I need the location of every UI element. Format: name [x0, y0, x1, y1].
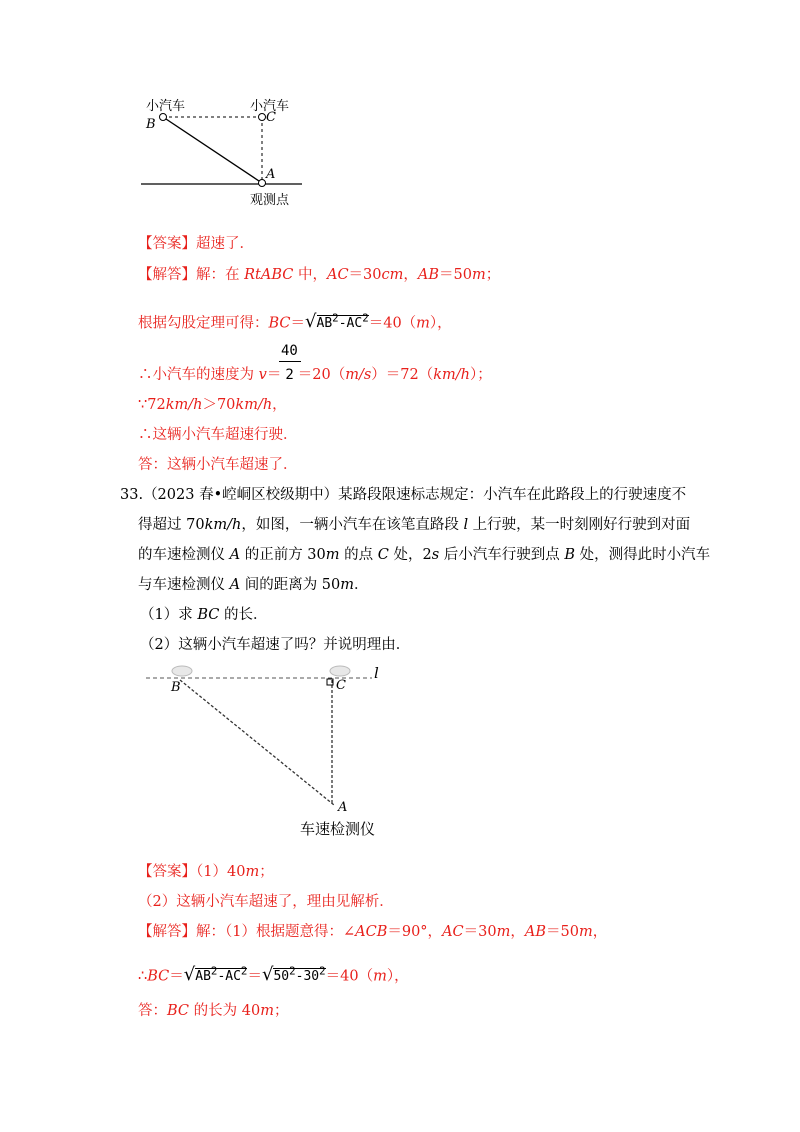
speed-detector-label: 车速检测仪	[300, 820, 376, 838]
question-33-line-1	[120, 486, 686, 504]
text: ＞70	[202, 397, 236, 413]
text: ），	[429, 315, 452, 332]
fraction-numerator: 40	[281, 343, 298, 359]
question-number: 33.	[120, 487, 144, 503]
point-b-marker	[160, 114, 167, 121]
segment-ba	[163, 117, 262, 183]
analysis-1-line-4	[138, 396, 287, 414]
figure1-point-a: A	[266, 167, 276, 182]
text: m	[245, 864, 260, 880]
car-c-icon	[330, 666, 350, 676]
text: ；	[485, 267, 501, 283]
text: km/h	[204, 517, 242, 533]
text: s	[431, 547, 440, 563]
text: 与车速检测仪	[138, 577, 230, 593]
text: BC	[197, 607, 220, 623]
text: km/h	[165, 397, 203, 413]
analysis-1-line-5: ∴这辆小汽车超速行驶．	[138, 427, 298, 443]
text: 的车速检测仪	[138, 547, 230, 563]
text: 中，	[293, 267, 327, 283]
analysis-2-line-2	[138, 963, 409, 986]
text: ），	[386, 968, 409, 985]
text: 的正前方 30	[240, 547, 326, 563]
text: ）；	[470, 367, 492, 383]
text: ，如图，一辆小汽车在该笔直路段	[241, 517, 464, 533]
text: AB	[316, 316, 333, 332]
text: ∴小汽车的速度为	[138, 367, 259, 383]
answer-tag: 【答案】	[138, 236, 196, 252]
figure2-line-l: l	[374, 664, 379, 682]
text: RtABC	[244, 267, 294, 283]
text: m	[496, 924, 511, 940]
text: A	[229, 577, 241, 593]
answer-text: 超速了．	[196, 236, 254, 252]
text: 得超过 70	[138, 517, 205, 533]
text: m	[416, 315, 430, 332]
text: 2	[210, 965, 218, 978]
figure1-point-b: B	[146, 117, 156, 132]
text: -AC	[338, 316, 363, 332]
answer-2-line-2: （2）这辆小汽车超速了，理由见解析．	[138, 894, 394, 910]
analysis-1-line-3	[138, 366, 492, 384]
car-b-icon	[172, 666, 192, 676]
text: AB	[195, 969, 211, 985]
text: BC	[167, 1003, 190, 1019]
text: ＝	[247, 968, 262, 985]
segment-ba-2	[180, 680, 334, 805]
text: ＝30	[348, 267, 382, 283]
analysis-1-line-1	[138, 266, 500, 284]
text: 答：	[138, 1003, 167, 1019]
text: 上行驶，某一时刻刚好行驶到对面	[468, 517, 691, 533]
text: -AC	[217, 969, 241, 985]
text: l	[463, 517, 469, 533]
text: B	[564, 547, 576, 563]
text: ＝50	[439, 267, 472, 283]
text: ）＝72（	[371, 367, 434, 383]
text: （1）40	[196, 864, 246, 880]
text: 的长为 40	[189, 1003, 261, 1019]
text: m/s	[345, 367, 372, 383]
fraction-bar	[279, 361, 301, 362]
text: m	[340, 577, 355, 593]
text: A	[229, 547, 241, 563]
text: BC	[147, 968, 170, 985]
text: km/h	[433, 367, 470, 383]
analysis-1-line-2	[138, 310, 452, 333]
text: （2023 春•崆峒区校级期中）某路段限速标志规定：小汽车在此路段上的行驶速度不	[143, 487, 687, 503]
fraction-denominator: 2	[285, 367, 294, 383]
text: ，	[592, 924, 608, 940]
text: ∴	[138, 968, 148, 985]
text: ＝30	[463, 924, 497, 940]
text: AC	[442, 924, 464, 940]
text: ＝40（	[325, 968, 374, 985]
text: m	[325, 547, 340, 563]
question-33-line-2	[138, 516, 690, 534]
text: ＝90°，	[387, 924, 443, 940]
question-33-line-3	[138, 546, 710, 564]
text: ∵72	[138, 397, 166, 413]
text: 2	[319, 965, 326, 978]
text: AB	[417, 267, 440, 283]
sqrt-expression-1: $√AB^2-AC^2$	[183, 964, 248, 986]
text: BC	[268, 315, 291, 332]
text: AC	[326, 267, 349, 283]
text: ，	[403, 267, 418, 283]
observe-point-label: 观测点	[250, 193, 290, 208]
answer-2-line-1	[138, 863, 274, 881]
figure2-point-a: A	[338, 800, 348, 815]
text: 处，测得此时小汽车	[575, 547, 711, 563]
text: ＝	[169, 968, 184, 985]
text: 根据勾股定理可得：	[138, 315, 269, 332]
question-33-line-4	[138, 576, 369, 594]
analysis-tag: 【解答】	[138, 267, 196, 283]
text: AB	[524, 924, 546, 940]
text: ＝	[266, 367, 282, 383]
text: 的长．	[219, 607, 268, 623]
question-33-part-2: （2）这辆小汽车超速了吗？并说明理由．	[140, 637, 411, 653]
text: cm	[381, 267, 404, 283]
text: km/h	[235, 397, 273, 413]
text: ，	[272, 397, 287, 413]
text: -30	[295, 969, 320, 985]
answer-tag: 【答案】	[138, 864, 196, 880]
text: 2	[289, 965, 296, 978]
text: （1）求	[140, 607, 198, 623]
figure2-point-c: C	[336, 678, 346, 693]
text: ＝20（	[297, 367, 346, 383]
analysis-1-line-6: 答：这辆小汽车超速了．	[138, 457, 298, 473]
sqrt-expression: $√AB^2-AC^2$	[305, 311, 369, 333]
text: 解：（1）根据题意得：∠	[196, 924, 356, 940]
point-c-marker	[259, 114, 266, 121]
text: 2	[362, 312, 369, 325]
text: ．	[354, 577, 369, 593]
text: m	[578, 924, 593, 940]
text: 50	[273, 969, 290, 985]
analysis-2-line-3	[138, 1002, 288, 1020]
text: 2	[240, 965, 248, 978]
text: 处，2	[388, 547, 432, 563]
text: 解：在	[196, 267, 245, 283]
point-a-marker	[259, 180, 266, 187]
text: m	[471, 267, 486, 283]
text: ，	[510, 924, 525, 940]
text: ＝50	[545, 924, 579, 940]
text: ＝	[290, 315, 306, 332]
text: v	[258, 367, 267, 383]
text: 后小汽车行驶到点	[439, 547, 565, 563]
sqrt-expression-2: $√50^2-30^2$	[261, 964, 326, 986]
car-label-left: 小汽车	[146, 99, 186, 114]
text: m	[373, 968, 387, 985]
text: ACB	[355, 924, 388, 940]
analysis-2-line-1	[138, 923, 607, 941]
text: ；	[259, 864, 274, 880]
figure1-point-c: C	[266, 110, 276, 125]
question-33-part-1	[140, 606, 267, 624]
figure2-point-b: B	[171, 680, 181, 695]
text: 的点	[339, 547, 378, 563]
text: ＝40（	[368, 315, 417, 332]
answer-1-line	[138, 235, 254, 253]
text: C	[377, 547, 389, 563]
car-label-right: 小汽车	[250, 99, 290, 114]
text: 间的距离为 50	[240, 577, 341, 593]
text: m	[260, 1003, 274, 1019]
text: ；	[273, 1003, 289, 1019]
analysis-tag: 【解答】	[138, 924, 196, 940]
text: 2	[332, 312, 339, 325]
